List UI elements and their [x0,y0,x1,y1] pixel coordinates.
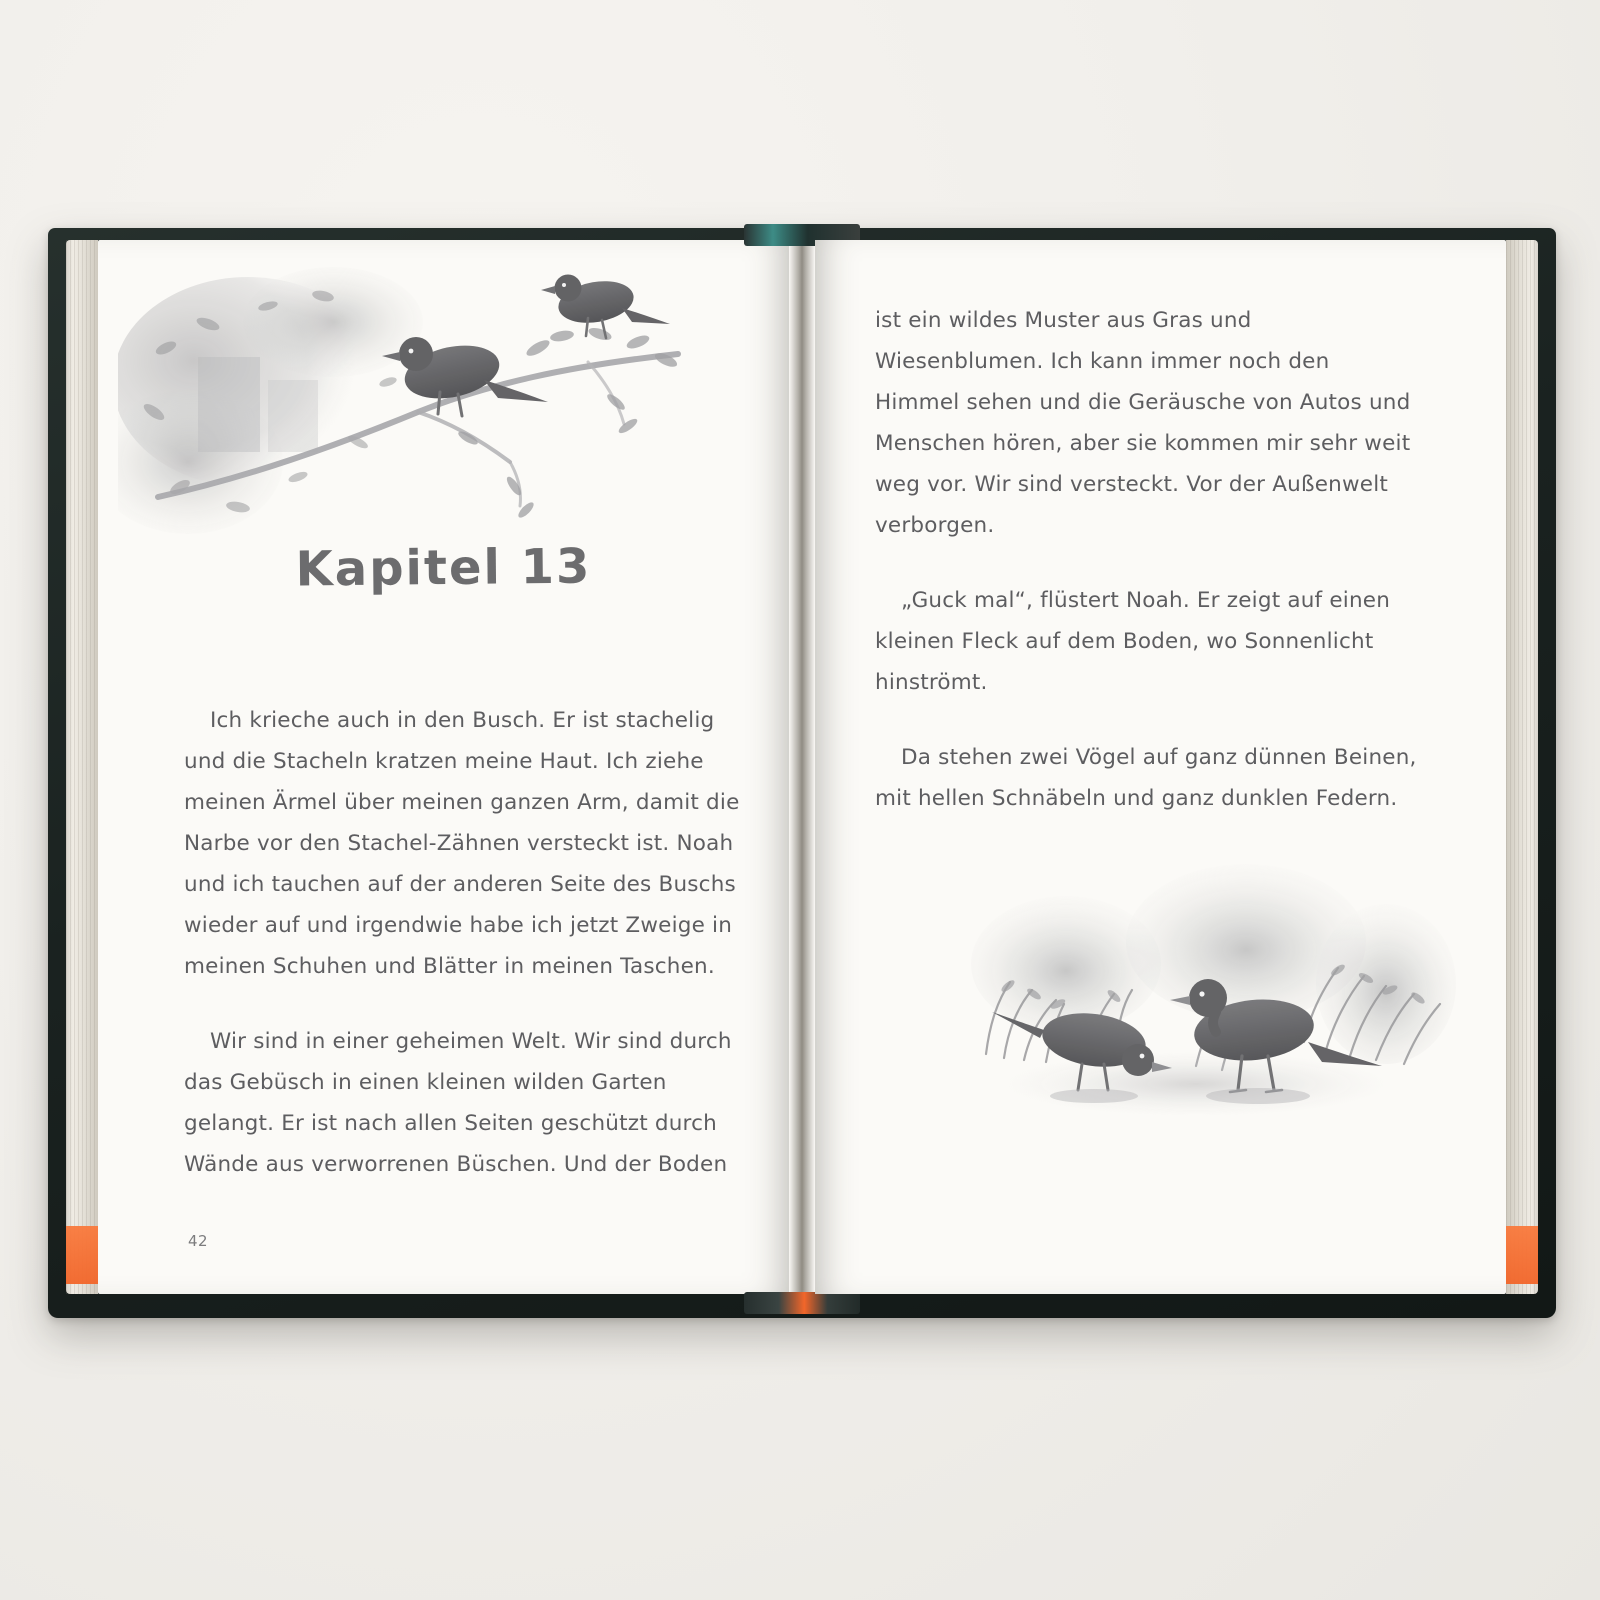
paragraph: Ich krieche auch in den Busch. Er ist stachelig und die Stacheln kratzen meine Haut. Ich ziehe meinen Ärmel über meinen ganzen Arm, damit die Narbe vor den Stachel-Zähnen versteckt ist. Noah und ich tauchen auf der anderen Seite des Buschs wieder auf und irgendwie habe ich jetzt Zweige in meinen Schuhen und Blätter in meinen Taschen. [184,708,740,979]
open-book [48,228,1556,1318]
page-edge-lines [1506,240,1538,1294]
bird-illustration-upper [541,275,670,339]
book-gutter [789,240,815,1294]
page-number-left: 42 [188,1232,209,1250]
page-edge-lines [66,240,98,1294]
page-block [66,240,1538,1294]
pencil-drawing-two-birds-in-grass [946,844,1466,1144]
right-page[interactable] [815,240,1506,1294]
left-page-text [184,700,741,1219]
paragraph: „Guck mal“, flüstert Noah. Er zeigt auf einen kleinen Fleck auf dem Boden, wo Sonnenlicht hinströmt. [875,588,1391,695]
bird-illustration-lower [382,337,548,416]
paragraph: Wir sind in einer geheimen Welt. Wir sind durch das Gebüsch in einen kleinen wilden Garten gelangt. Er ist nach allen Seiten geschützt durch Wände aus verworrenen Büschen. Und der Boden [184,1029,732,1177]
right-edge-orange-mark [1506,1226,1538,1284]
paragraph: Da stehen zwei Vögel auf ganz dünnen Beinen, mit hellen Schnäbeln und ganz dunklen Federn. [875,745,1417,811]
right-page-edges [1506,240,1538,1294]
pencil-drawing-two-birds-on-branch [118,262,758,562]
headband-bottom [744,1292,860,1314]
paragraph: ist ein wildes Muster aus Gras und Wiesenblumen. Ich kann immer noch den Himmel sehen und die Geräusche von Autos und Menschen hören, aber sie kommen mir sehr weit weg vor. Wir sind versteckt. Vor der Außenwelt verborgen. [875,308,1411,538]
right-page-text [875,300,1420,853]
chapter-title: Kapitel 13 [295,538,592,598]
left-edge-orange-mark [66,1226,98,1284]
bird-illustration-right [1170,979,1382,1104]
left-page[interactable] [98,240,789,1294]
left-page-edges [66,240,98,1294]
bird-illustration-left [992,1007,1172,1103]
